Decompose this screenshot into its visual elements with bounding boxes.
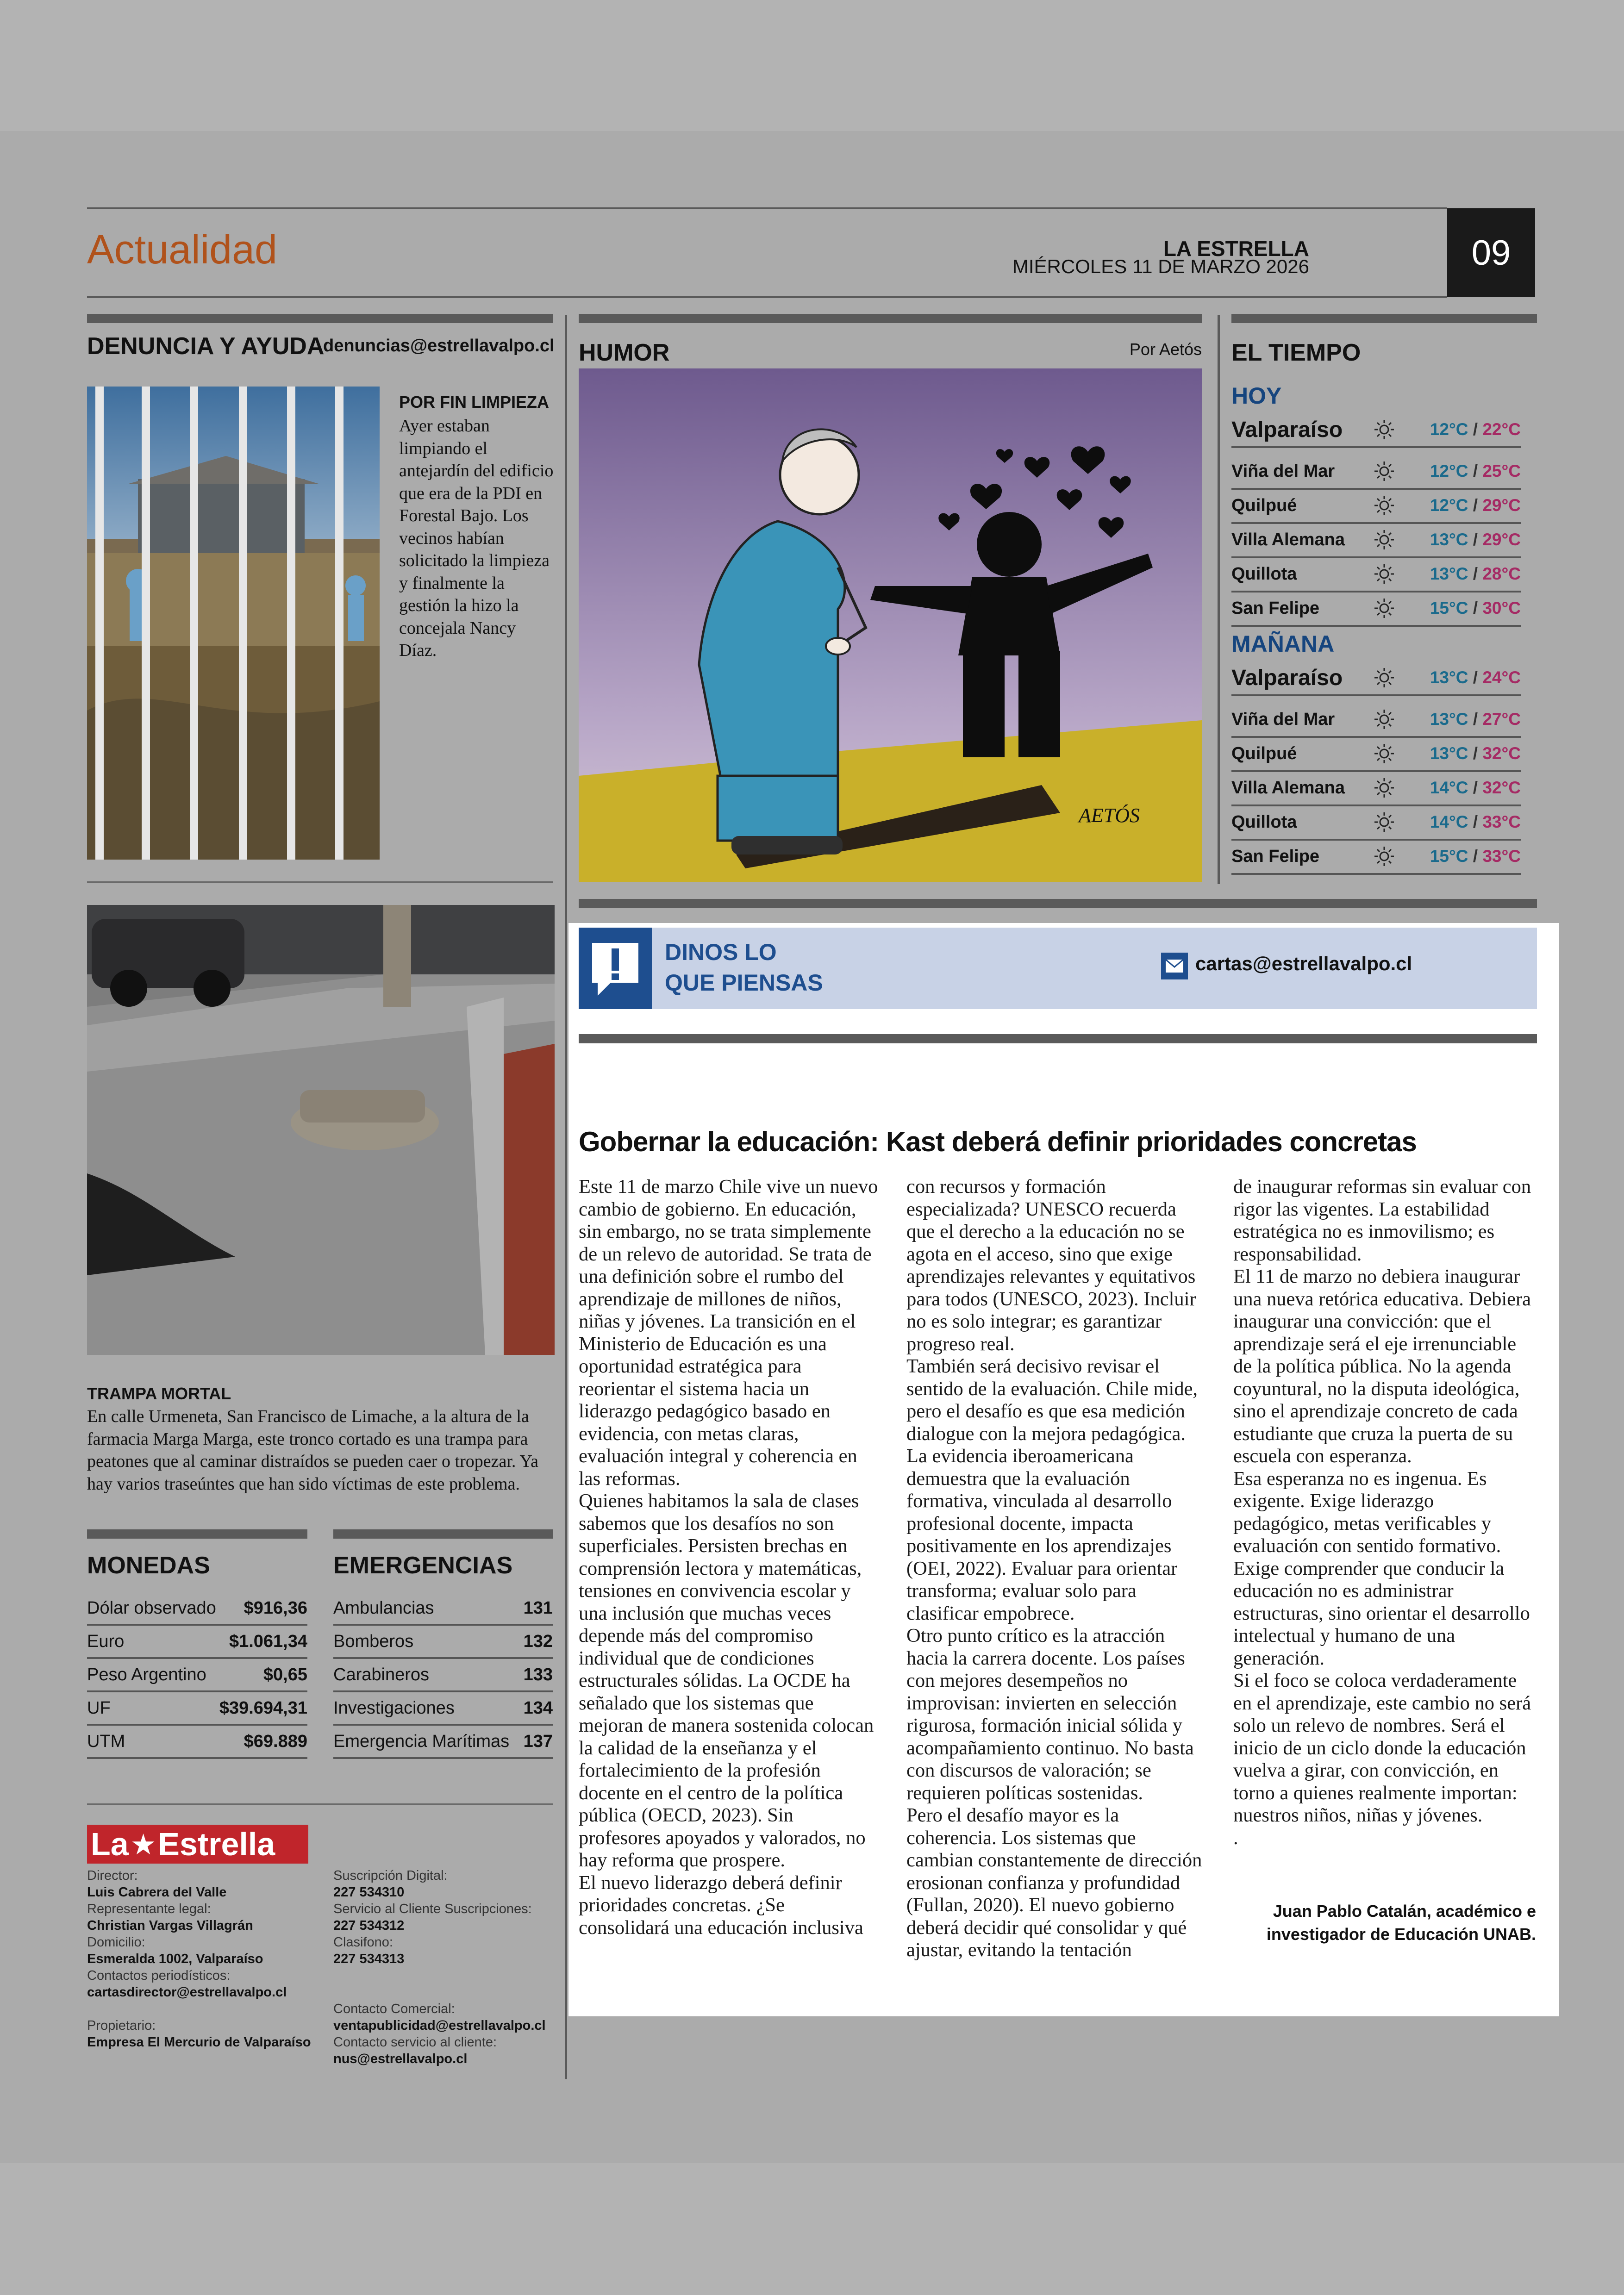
monedas-row: [87, 1626, 307, 1659]
client-email[interactable]: nus@estrellavalpo.cl: [333, 2052, 468, 2066]
temp-min: 12°C: [1430, 496, 1468, 515]
denuncia-title: DENUNCIA Y AYUDA: [87, 333, 325, 360]
sun-icon: [1370, 416, 1398, 443]
emergencias-row: [333, 1726, 553, 1759]
digital-phone: 227 534310: [333, 1885, 405, 1900]
weather-row-tomorrow-1: Viña del Mar 13°C / 27°C: [1231, 703, 1521, 738]
article-paragraph: con recursos y formación especializada? UNESCO recuerda que el derecho a la educación no se agota en el acceso, sino que exige aprendizajes relevantes y equitativos para todos (UNESCO, 2023). Incluir no es solo integrar; es garantizar progreso real.: [906, 1176, 1196, 1355]
star-icon: ★: [130, 1828, 156, 1861]
legal-name: Christian Vargas Villagrán: [87, 1918, 253, 1933]
monedas-row: [87, 1592, 307, 1626]
weather-row-tomorrow-5: San Felipe 15°C / 33°C: [1231, 840, 1521, 875]
monedas-value: $69.889: [244, 1731, 307, 1751]
temp-min: 13°C: [1430, 744, 1468, 763]
city-name: San Felipe: [1231, 846, 1320, 866]
article-column-1: [579, 1176, 880, 1939]
temp-min: 13°C: [1430, 530, 1468, 549]
weather-row-today-2: Quilpué 12°C / 29°C: [1231, 489, 1521, 524]
monedas-value: $916,36: [244, 1598, 307, 1618]
owner-name: Empresa El Mercurio de Valparaíso: [87, 2035, 311, 2050]
temp-max: 27°C: [1482, 710, 1521, 729]
header-bottom-rule: [87, 296, 1447, 298]
emergencias-value: 134: [523, 1698, 553, 1718]
monedas-row: [87, 1659, 307, 1692]
cartoon-signature: AETÓS: [1079, 804, 1140, 827]
commercial-email[interactable]: ventapublicidad@estrellavalpo.cl: [333, 2018, 546, 2033]
temp-min: 14°C: [1430, 778, 1468, 797]
emergencias-label: Emergencia Marítimas: [333, 1731, 510, 1751]
press-email[interactable]: cartasdirector@estrellavalpo.cl: [87, 1985, 287, 2000]
author-line1: Juan Pablo Catalán, académico e: [1273, 1902, 1536, 1921]
service-phone: 227 534312: [333, 1918, 405, 1933]
emergencias-row: [333, 1692, 553, 1726]
section-title: Actualidad: [87, 226, 277, 272]
temp-min: 15°C: [1430, 847, 1468, 866]
monedas-value: $0,65: [263, 1665, 307, 1684]
weather-today-label: HOY: [1231, 383, 1282, 409]
masthead-divider: [87, 1803, 553, 1805]
story2-text: En calle Urmeneta, San Francisco de Limache, a la altura de la farmacia Marga Marga, este tronco cortado es una trampa para peatones que al caminar distraídos se pueden caer o tropezar. Ya hay varios traseúntes que han sido víctimas de este problema.: [87, 1407, 538, 1494]
mail-icon: [1161, 953, 1188, 979]
weather-row-tomorrow-0: Valparaíso 13°C / 24°C: [1231, 661, 1521, 696]
sun-icon: [1370, 740, 1398, 767]
sidewalk-photo: [87, 905, 555, 1355]
city-name: Villa Alemana: [1231, 778, 1345, 798]
sun-icon: [1370, 774, 1398, 802]
letters-email[interactable]: cartas@estrellavalpo.cl: [1195, 953, 1412, 974]
sun-icon: [1370, 808, 1398, 836]
letters-bottom-bar: [579, 1034, 1537, 1043]
monedas-value: $39.694,31: [219, 1698, 307, 1718]
banner-line2: QUE PIENSAS: [665, 970, 823, 996]
paper-name: LA ESTRELLA: [1163, 237, 1309, 261]
monedas-title: MONEDAS: [87, 1552, 210, 1579]
emergencias-value: 133: [523, 1665, 553, 1684]
owner-label: Propietario:: [87, 2018, 156, 2033]
temp-min: 15°C: [1430, 599, 1468, 617]
weather-row-today-5: San Felipe 15°C / 30°C: [1231, 592, 1521, 627]
monedas-label: UF: [87, 1698, 111, 1718]
address-label: Domicilio:: [87, 1935, 145, 1950]
monedas-label: Euro: [87, 1631, 125, 1651]
city-name: San Felipe: [1231, 598, 1320, 618]
sun-icon: [1370, 560, 1398, 588]
monedas-label: Peso Argentino: [87, 1665, 206, 1684]
story1-text: Ayer estaban limpiando el antejardín del edificio que era de la PDI en Forestal Bajo. Los vecinos habían solicitado la limpieza y finalmente la gestión la hizo la concejala Nancy Díaz.: [399, 416, 554, 660]
article-paragraph: .: [1233, 1827, 1238, 1849]
temp-min: 13°C: [1430, 710, 1468, 729]
denuncia-email[interactable]: denuncias@estrellavalpo.cl: [323, 336, 555, 355]
sun-icon: [1370, 842, 1398, 870]
weather-bar: [1231, 314, 1537, 323]
denuncia-bar: [87, 314, 553, 323]
estrella-logo: [87, 1825, 308, 1864]
article-paragraph: También será decisivo revisar el sentido de la evaluación. Chile mide, pero el desafío es que esa medición dialogue con la mejora pedagógica. La evidencia iberoamericana demuestra que la evaluación formativa, vinculada al desarrollo profesional docente, impacta positivamente en los aprendizajes (OEI, 2022). Evaluar para orientar transforma; evaluar solo para clasificar empobrece.: [906, 1355, 1198, 1624]
temp-max: 22°C: [1482, 420, 1521, 439]
temp-max: 33°C: [1482, 847, 1521, 866]
temp-max: 30°C: [1482, 599, 1521, 617]
city-name: Quillota: [1231, 812, 1297, 832]
sun-icon: [1370, 457, 1398, 485]
article-paragraph: El nuevo liderazgo deberá definir prioridades concretas. ¿Se consolidará una educación inclusiva: [579, 1871, 863, 1939]
emergencias-bar: [333, 1529, 553, 1539]
sun-icon: [1370, 664, 1398, 692]
digital-label: Suscripción Digital:: [333, 1868, 448, 1883]
temp-max: 24°C: [1482, 668, 1521, 687]
emergencias-label: Ambulancias: [333, 1598, 434, 1618]
article-title: Gobernar la educación: Kast deberá definir prioridades concretas: [579, 1126, 1417, 1157]
press-label: Contactos periodísticos:: [87, 1968, 231, 1983]
temp-max: 29°C: [1482, 496, 1521, 515]
temp-max: 28°C: [1482, 564, 1521, 583]
story1-head: POR FIN LIMPIEZA: [399, 393, 549, 412]
article-column-2: [906, 1176, 1207, 1962]
address: Esmeralda 1002, Valparaíso: [87, 1952, 263, 1966]
sun-icon: [1370, 594, 1398, 622]
client-label: Contacto servicio al cliente:: [333, 2035, 497, 2050]
article-paragraph: Quienes habitamos la sala de clases sabemos que los desafíos no son superficiales. Persisten brechas en comprensión lectora y matemáticas, tensiones en convivencia escolar y una inclusión que muchas veces depende más del compromiso individual que de condiciones estructurales sólidas. La OCDE ha señalado que los sistemas que mejoran de manera sostenida colocan la calidad de la enseñanza y el fortalecimiento de la profesión docente en el centro de la política pública (OECD, 2023). Sin profesores apoyados y valorados, no hay reforma que prospere.: [579, 1490, 874, 1871]
temp-min: 12°C: [1430, 420, 1468, 439]
city-name: Villa Alemana: [1231, 530, 1345, 549]
monedas-bar: [87, 1529, 307, 1539]
humor-cartoon: [579, 368, 1202, 882]
city-name: Quilpué: [1231, 743, 1297, 763]
article-paragraph: Pero el desafío mayor es la coherencia. Los sistemas que cambian constantemente de dirección erosionan confianza y profundidad (Fullan, 2020). El nuevo gobierno deberá decidir qué consolidar y qué ajustar, evitando la tentación: [906, 1804, 1202, 1961]
temp-max: 25°C: [1482, 461, 1521, 480]
column-divider-left: [565, 315, 567, 2079]
emergencias-value: 132: [523, 1631, 553, 1651]
story2-head: TRAMPA MORTAL: [87, 1384, 231, 1403]
commercial-label: Contacto Comercial:: [333, 2002, 455, 2016]
emergencias-label: Investigaciones: [333, 1698, 455, 1718]
article-paragraph: Otro punto crítico es la atracción hacia la carrera docente. Los países con mejores desempeños no improvisan: invierten en selección rigurosa, formación inicial sólida y acompañamiento continuo. No basta con discursos de valoración; se requieren políticas sostenidas.: [906, 1625, 1194, 1804]
emergencias-value: 137: [523, 1731, 553, 1751]
emergencias-row: [333, 1626, 553, 1659]
humor-credit: Por Aetós: [1129, 340, 1202, 359]
temp-min: 13°C: [1430, 564, 1468, 583]
weather-row-today-0: Valparaíso 12°C / 22°C: [1231, 413, 1521, 448]
masthead-left: [87, 1867, 328, 2051]
sun-icon: [1370, 705, 1398, 733]
emergencias-label: Carabineros: [333, 1665, 429, 1684]
weather-row-tomorrow-4: Quillota 14°C / 33°C: [1231, 805, 1521, 841]
column-divider-right: [1218, 315, 1220, 884]
header-top-rule: [87, 207, 1447, 209]
service-label: Servicio al Cliente Suscripciones:: [333, 1902, 532, 1916]
logo-text-left: La: [91, 1826, 129, 1862]
article-author: [1267, 1900, 1536, 1946]
sun-icon: [1370, 492, 1398, 519]
city-name: Valparaíso: [1231, 665, 1343, 690]
emergencias-value: 131: [523, 1598, 553, 1618]
monedas-value: $1.061,34: [229, 1631, 307, 1651]
article-paragraph: Este 11 de marzo Chile vive un nuevo cambio de gobierno. En educación, sin embargo, no se trata simplemente de un relevo de autoridad. Se trata de una definición sobre el rumbo del aprendizaje de millones de niños, niñas y jóvenes. La transición en el Ministerio de Educación es una oportunidad estratégica para reorientar el sistema hacia un liderazgo pedagógico basado en evidencia, con metas claras, evaluación integral y coherencia en las reformas.: [579, 1176, 878, 1490]
director-label: Director:: [87, 1868, 138, 1883]
weather-row-today-3: Villa Alemana 13°C / 29°C: [1231, 523, 1521, 558]
director-name: Luis Cabrera del Valle: [87, 1885, 227, 1900]
humor-title: HUMOR: [579, 339, 670, 366]
denuncia-divider: [87, 881, 553, 883]
paper-date: MIÉRCOLES 11 DE MARZO 2026: [1012, 256, 1309, 277]
city-name: Viña del Mar: [1231, 461, 1335, 481]
article-paragraph: Si el foco se coloca verdaderamente en el aprendizaje, este cambio no será solo un relevo de nombres. Será el inicio de un ciclo donde la educación vuelva a girar, con convicción, en torno a quienes realmente importan: nuestros niños, niñas y jóvenes.: [1233, 1670, 1531, 1826]
city-name: Viña del Mar: [1231, 709, 1335, 729]
alert-icon: [579, 928, 652, 1009]
page-number: 09: [1447, 208, 1535, 297]
monedas-label: UTM: [87, 1731, 125, 1751]
temp-max: 32°C: [1482, 744, 1521, 763]
masthead-right: [333, 1867, 556, 2067]
city-name: Valparaíso: [1231, 417, 1343, 442]
weather-title: EL TIEMPO: [1231, 339, 1361, 366]
emergencias-title: EMERGENCIAS: [333, 1552, 513, 1579]
article-paragraph: Esa esperanza no es ingenua. Es exigente. Exige liderazgo pedagógico, metas verificables y evaluación con sentido formativo. Exige comprender que conducir la educación no es administrar estructuras, sino orientar el desarrollo intelectual y humano de una generación.: [1233, 1467, 1530, 1669]
letters-top-bar: [579, 899, 1537, 908]
article-column-3: [1233, 1176, 1534, 1849]
weather-row-tomorrow-2: Quilpué 13°C / 32°C: [1231, 737, 1521, 772]
fence-photo: [87, 387, 380, 860]
temp-min: 12°C: [1430, 461, 1468, 480]
temp-min: 13°C: [1430, 668, 1468, 687]
classified-label: Clasifono:: [333, 1935, 393, 1950]
temp-min: 14°C: [1430, 812, 1468, 831]
temp-max: 33°C: [1482, 812, 1521, 831]
author-line2: investigador de Educación UNAB.: [1266, 1925, 1536, 1944]
emergencias-row: [333, 1659, 553, 1692]
letters-banner-text: [665, 937, 823, 998]
weather-row-today-4: Quillota 13°C / 28°C: [1231, 557, 1521, 592]
emergencias-label: Bomberos: [333, 1631, 414, 1651]
legal-label: Representante legal:: [87, 1902, 211, 1916]
weather-row-today-1: Viña del Mar 12°C / 25°C: [1231, 455, 1521, 490]
city-name: Quilpué: [1231, 495, 1297, 515]
article-paragraph: El 11 de marzo no debiera inaugurar una nueva retórica educativa. Debiera inaugurar una convicción: que el aprendizaje será el eje irrenunciable de la política pública. No la agenda coyuntural, no la disputa ideológica, sino el aprendizaje concreto de cada estudiante que cruza la puerta de su escuela con esperanza.: [1233, 1266, 1531, 1467]
monedas-label: Dólar observado: [87, 1598, 216, 1618]
sun-icon: [1370, 526, 1398, 554]
weather-tomorrow-label: MAÑANA: [1231, 631, 1335, 657]
banner-line1: DINOS LO: [665, 939, 777, 965]
weather-row-tomorrow-3: Villa Alemana 14°C / 32°C: [1231, 771, 1521, 806]
emergencias-row: [333, 1592, 553, 1626]
article-paragraph: de inaugurar reformas sin evaluar con rigor las vigentes. La estabilidad estratégica no es inmovilismo; es responsabilidad.: [1233, 1176, 1531, 1265]
temp-max: 32°C: [1482, 778, 1521, 797]
monedas-row: [87, 1692, 307, 1726]
humor-bar: [579, 314, 1202, 323]
city-name: Quillota: [1231, 564, 1297, 584]
classified-phone: 227 534313: [333, 1952, 405, 1966]
temp-max: 29°C: [1482, 530, 1521, 549]
monedas-row: [87, 1726, 307, 1759]
logo-text-right: Estrella: [158, 1826, 275, 1862]
